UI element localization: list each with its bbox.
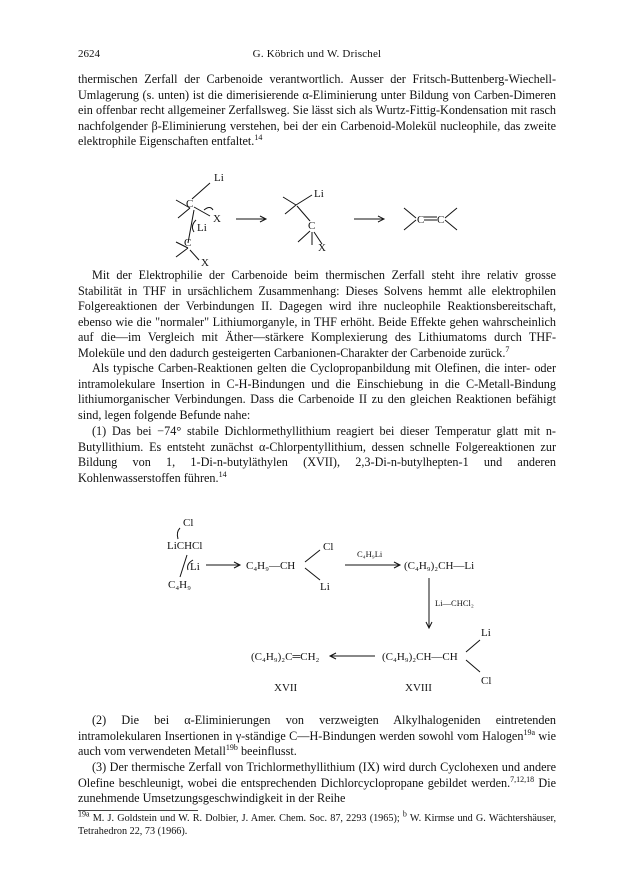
s2-li-c: Li bbox=[481, 627, 491, 639]
footnote-text-b: W. Kirmse und G. Wächtershäuser, Tetrahedron 22, 73 (1966). bbox=[78, 813, 557, 837]
paragraph-2-text: Mit der Elektrophilie der Carbenoide beim thermischen Zerfall steht ihre relativ grosse Stabilität in THF in ursächlichem Zusammenhang: Dieses Solvens hemmt alle elektrophilen Folgereaktionen der Verbindungen II. Dagegen wird ihre nucleophile Reaktionsbereitschaft, ebenso wie die "normaler" Lithiumorganyle, in THF erhöht. Beide Effekte gehen wahrscheinlich auf die—im Vergleich mit Äther—stärkere Komplexierung des Lithiumatoms durch THF-Moleküle und den dadurch gesteigerten Carbanionen-Charakter der Carbenoide zurück. bbox=[78, 268, 556, 360]
paragraph-6-text-b: Die zunehmende Umsetzungsgeschwindigkeit in der Reihe bbox=[78, 775, 556, 805]
page-number: 2624 bbox=[78, 48, 100, 60]
s2-bonds-prod3 bbox=[466, 640, 480, 672]
ref-19a: 19a bbox=[523, 727, 535, 737]
footnote-ref-b: b bbox=[402, 809, 407, 819]
s2-arrow-4 bbox=[330, 653, 375, 659]
paragraph-5-text-c: beeinflusst. bbox=[240, 744, 297, 758]
s2-arrow-2 bbox=[345, 562, 400, 568]
running-head-authors: G. Köbrich und W. Drischel bbox=[252, 48, 382, 60]
s1-li-top: Li bbox=[214, 172, 224, 184]
s1-c1: C bbox=[186, 198, 194, 210]
s2-li-a: Li bbox=[190, 561, 200, 573]
ref-7-12-18: 7,12,18 bbox=[510, 774, 535, 784]
s1-x2: X bbox=[201, 257, 209, 269]
s2-arrow-3 bbox=[426, 578, 432, 628]
s2-cl-c: Cl bbox=[481, 675, 492, 687]
s2-prod3: (C₄H₉)₂CH—CH bbox=[382, 651, 458, 663]
paragraph-4-text: (1) Das bei −74° stabile Dichlormethyllithium reagiert bei dieser Temperatur glatt mit n-Butyllithium. Es entsteht zunächst α-Chlorpentyllithium, dessen schnelle Folgereaktionen zur Bildung von 1, 1-Di-n-butyläthylen (XVII), 2,3-Di-n-butylhepten-1 und anderen Kohlenwasserstoffen führen. bbox=[78, 424, 556, 485]
paragraph-3-text: Als typische Carben-Reaktionen gelten die Cyclopropanbildung mit Olefinen, die inter- oder intramolekulare Insertion in C-H-Bindungen und die Einschiebung in die C-Metall-Bindung lithiumorganischer Verbindungen. Dass die Carbenoide II zu den gleichen Reaktionen befähigt sind, legen folgende Befunde nahe: bbox=[78, 361, 556, 422]
s2-label-xviii: XVIII bbox=[405, 682, 432, 694]
footnote-text-a: M. J. Goldstein und W. R. Dolbier, J. Amer. Chem. Soc. 87, 2293 (1965); bbox=[92, 813, 400, 824]
ref-14b: 14 bbox=[218, 469, 227, 479]
s2-c4h9-a: C₄H₉ bbox=[168, 579, 191, 591]
s2-reagent-1: C₄H₉Li bbox=[357, 549, 383, 559]
footnote-rule bbox=[78, 810, 198, 811]
s1-c5: C bbox=[437, 214, 445, 226]
s2-cl-b: Cl bbox=[323, 541, 334, 553]
s2-li-b: Li bbox=[320, 581, 330, 593]
paragraph-6 bbox=[78, 760, 556, 807]
s2-bonds-prod1 bbox=[305, 550, 320, 580]
s1-li-mid: Li bbox=[197, 222, 207, 234]
paragraph-5 bbox=[78, 713, 556, 760]
ref-7: 7 bbox=[505, 344, 510, 354]
ref-14a: 14 bbox=[254, 132, 263, 142]
paragraph-1-text: thermischen Zerfall der Carbenoide verantwortlich. Ausser der Fritsch-Buttenberg-Wiechell-Umlagerung (s. unten) ist die dimerisierende α-Eliminierung unter Bildung von Carben-Dimeren ein offenbar recht allgemeiner Zerfallsweg. Sie lässt sich als Wurtz-Fittig-Kondensation mit rasch nachfolgender β-Eliminierung verstehen, bei der ein Carbenoid-Molekül nucleophile, das zweite elektrophile Eigenschaften entfaltet. bbox=[78, 72, 556, 148]
s2-label-xvii: XVII bbox=[274, 682, 298, 694]
s1-x1: X bbox=[213, 213, 221, 225]
s1-x3: X bbox=[318, 242, 326, 254]
paragraph-5-text-b: wie auch vom verwendeten Metall bbox=[78, 728, 556, 758]
s2-prod1: C₄H₉—CH bbox=[246, 560, 296, 572]
s2-prod2: (C₄H₉)₂CH—Li bbox=[404, 560, 475, 572]
s2-reagent-2: Li—CHCl₂ bbox=[435, 598, 474, 608]
s1-c2: C bbox=[184, 237, 192, 249]
s2-prod4: (C₄H₉)₂C═CH₂ bbox=[251, 651, 320, 663]
footnote-ref-a: 19a bbox=[78, 809, 90, 819]
s1-c4: C bbox=[417, 214, 425, 226]
s2-lichcl: LiCHCl bbox=[167, 540, 203, 552]
ref-19b: 19b bbox=[225, 742, 238, 752]
s1-c3: C bbox=[308, 220, 316, 232]
footnote bbox=[78, 809, 557, 838]
s2-cl-a: Cl bbox=[183, 517, 194, 529]
paragraph-5-text: (2) Die bei α-Eliminierungen von verzweigten Alkylhalogeniden eintretenden intramolekularen Insertionen in γ-ständige C—H-Bindungen werden sowohl vom Halogen bbox=[78, 713, 556, 743]
s1-li-b: Li bbox=[314, 188, 324, 200]
paragraph-6-text: (3) Der thermische Zerfall von Trichlormethyllithium (IX) wird durch Cyclohexen und andere Olefine beschleunigt, wobei die entsprechenden Dichlorcyclopropane gebildet werden. bbox=[78, 760, 556, 790]
s2-arrow-1 bbox=[206, 562, 240, 568]
